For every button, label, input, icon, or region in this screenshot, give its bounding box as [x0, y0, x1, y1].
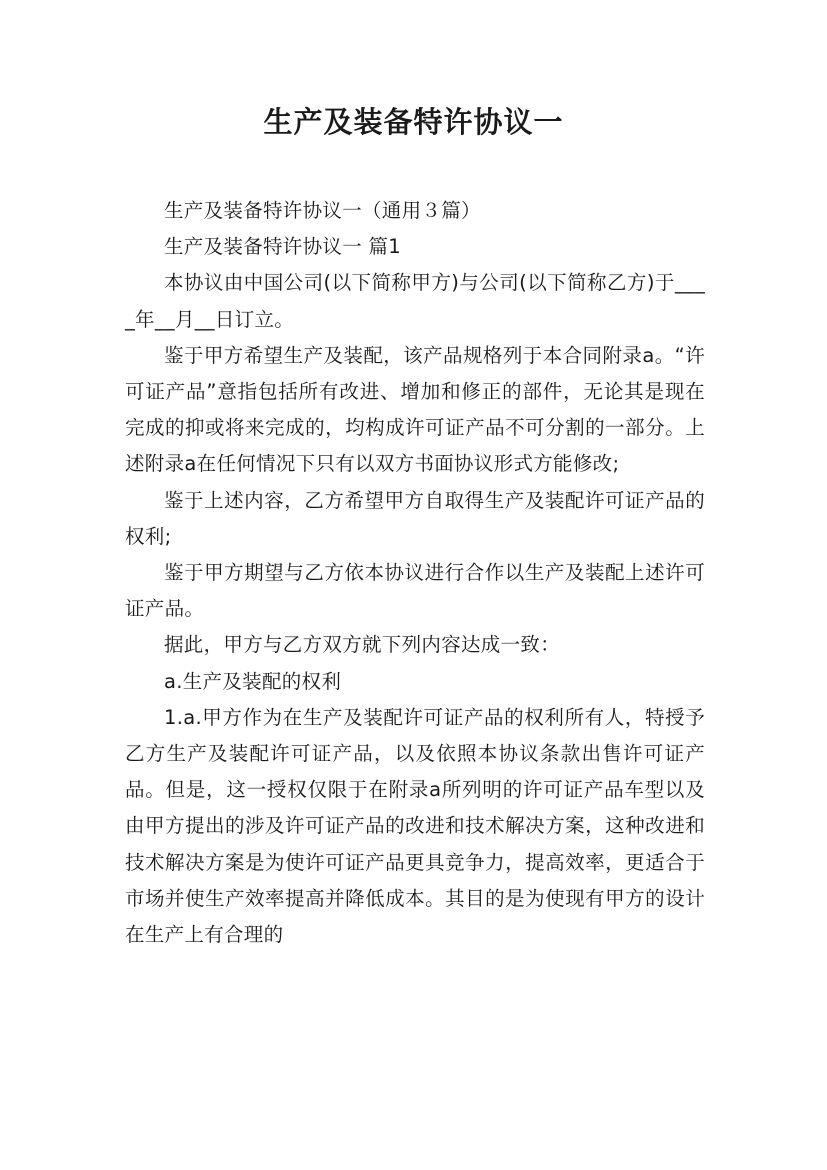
paragraph-recital-2: 鉴于上述内容，乙方希望甲方自取得生产及装配许可证产品的权利; [125, 488, 705, 548]
paragraph-subheading: 生产及装备特许协议一 篇1 [164, 235, 402, 259]
paragraph-heading: 生产及装备特许协议一（通用３篇） [164, 199, 481, 222]
document-title: 生产及装备特许协议一 [263, 105, 564, 139]
paragraph-parties: 本协议由中国公司(以下简称甲方)与公司(以下简称乙方)于____年__月__日订立。 [125, 271, 705, 331]
document-body [125, 193, 705, 953]
section-heading-a: a.生产及装配的权利 [164, 669, 342, 693]
paragraph-agreement: 据此，甲方与乙方双方就下列内容达成一致： [164, 633, 561, 657]
paragraph-recital-3: 鉴于甲方期望与乙方依本协议进行合作以生产及装配上述许可证产品。 [125, 561, 705, 621]
paragraph-clause-1a: 1.a.甲方作为在生产及装配许可证产品的权利所有人，特授予乙方生产及装配许可证产品，以及依照本协议条款出售许可证产品。但是，这一授权仅限于在附录a所列明的许可证产品车型以及由甲方提出的涉及许可证产品的改进和技术解决方案，这种改进和技术解决方案是为使许可证产品更具竞争力，提高效率，更适合于市场并使生产效率提高并降低成本。其目的是为使现有甲方的设计在生产上有合理的 [125, 705, 705, 947]
paragraph-recital-1: 鉴于甲方希望生产及装配，该产品规格列于本合同附录a。“许可证产品”意指包括所有改进、增加和修正的部件，无论其是现在完成的抑或将来完成的，均构成许可证产品不可分割的一部分。上述附录a在任何情况下只有以双方书面协议形式方能修改; [125, 343, 705, 476]
